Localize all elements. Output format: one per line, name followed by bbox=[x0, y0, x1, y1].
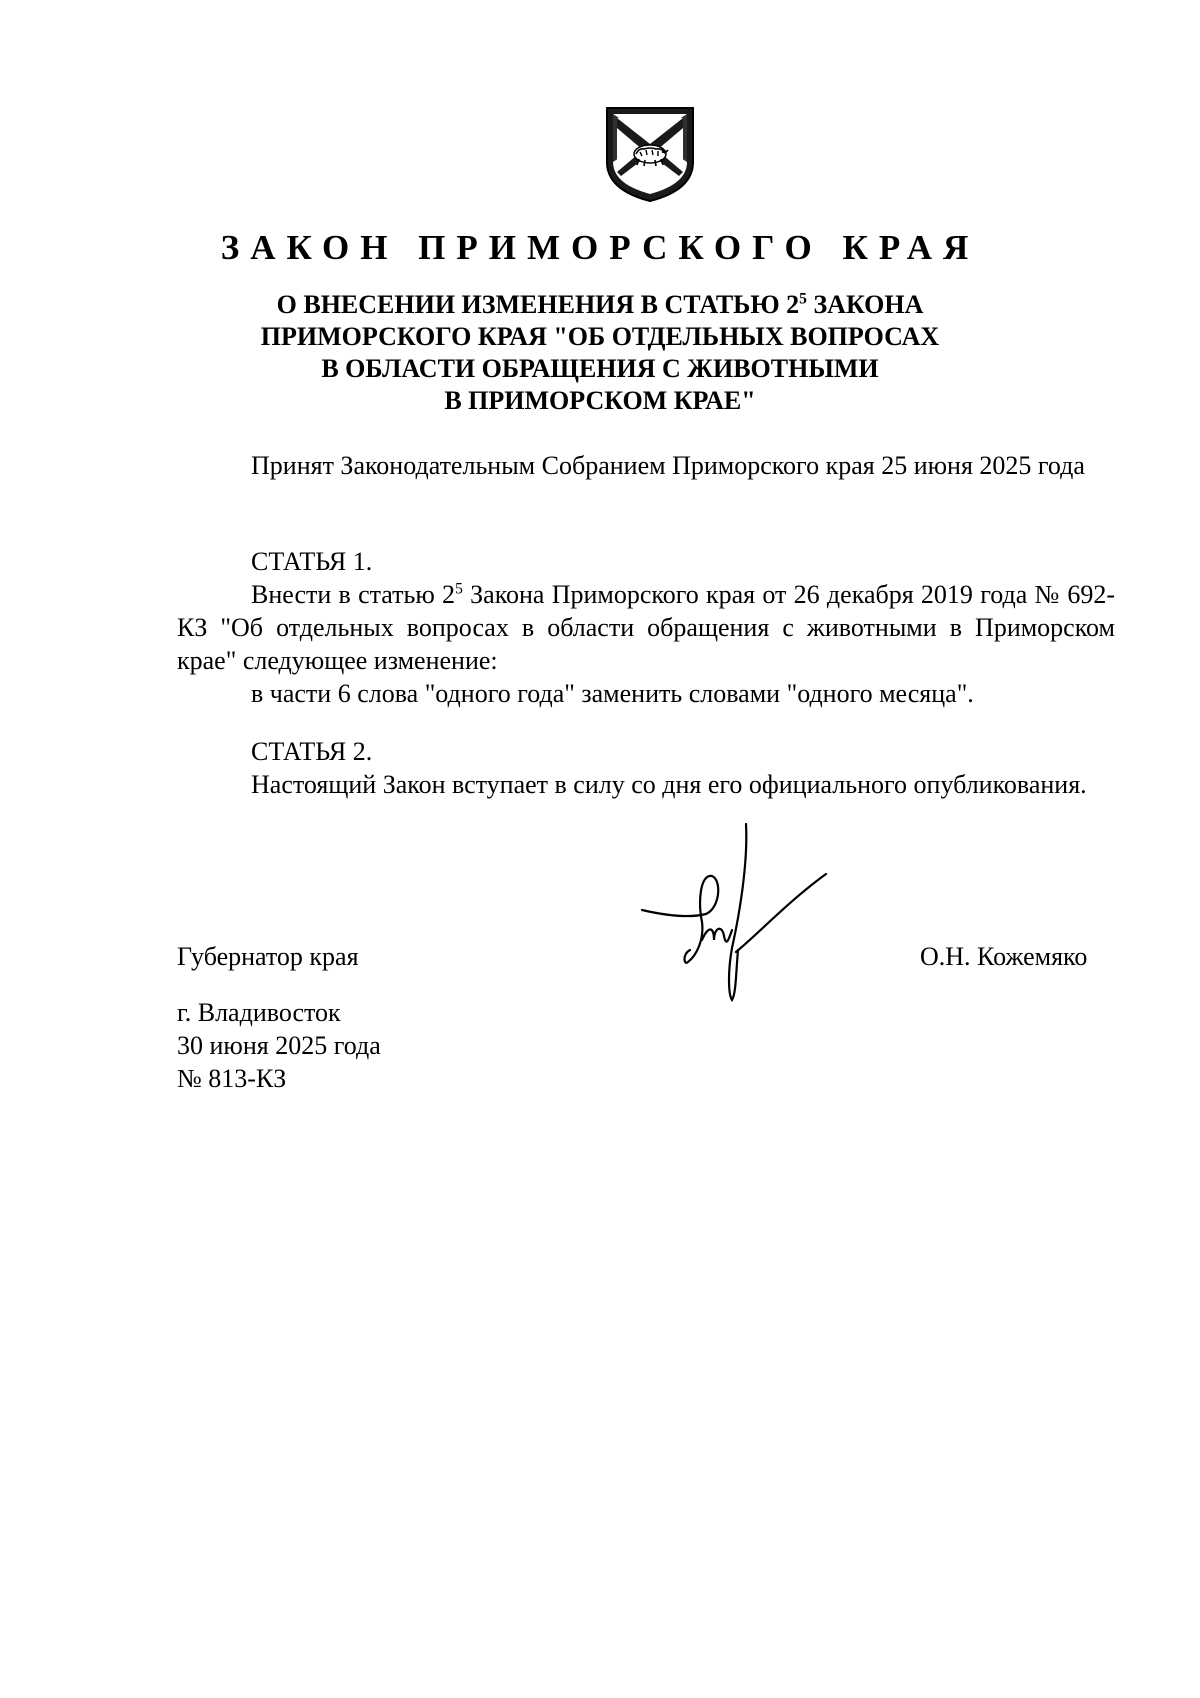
article-1-text-before: Внести в статью 2 bbox=[251, 580, 456, 609]
footer-date: 30 июня 2025 года bbox=[177, 1031, 381, 1060]
footer-city: г. Владивосток bbox=[177, 998, 341, 1027]
adoption-block bbox=[177, 449, 1115, 482]
subtitle-line-1-after: ЗАКОНА bbox=[806, 290, 924, 319]
law-title: ЗАКОН ПРИМОРСКОГО КРАЯ bbox=[220, 228, 980, 267]
article-1 bbox=[177, 545, 1115, 710]
article-1-text bbox=[177, 578, 1115, 677]
document-footer bbox=[177, 996, 381, 1095]
article-1-text-after: Закона Приморского края от 26 декабря 2019 года № 692-КЗ "Об отдельных вопросах в области обращения с животными в Приморском крае" следующее изменение: bbox=[177, 580, 1115, 675]
article-2-heading: СТАТЬЯ 2. bbox=[251, 737, 373, 766]
signatory-position: Губернатор края bbox=[177, 942, 359, 971]
article-1-heading: СТАТЬЯ 1. bbox=[251, 547, 373, 576]
subtitle-line-1 bbox=[0, 289, 1200, 321]
adoption-text: Принят Законодательным Собранием Приморского края 25 июня 2025 года bbox=[251, 451, 1085, 480]
subtitle-line-1-before: О ВНЕСЕНИИ ИЗМЕНЕНИЯ В СТАТЬЮ 2 bbox=[276, 290, 800, 319]
law-subtitle bbox=[0, 289, 1200, 417]
article-2-text: Настоящий Закон вступает в силу со дня его официального опубликования. bbox=[251, 770, 1087, 799]
article-2 bbox=[177, 735, 1115, 801]
article-1-superscript: 5 bbox=[455, 580, 463, 598]
subtitle-superscript: 5 bbox=[799, 290, 807, 308]
coat-of-arms-icon bbox=[603, 104, 697, 204]
governor-signature bbox=[640, 822, 830, 1004]
subtitle-line-2: ПРИМОРСКОГО КРАЯ "ОБ ОТДЕЛЬНЫХ ВОПРОСАХ bbox=[260, 322, 940, 351]
signatory-name: О.Н. Кожемяко bbox=[920, 942, 1088, 971]
footer-number: № 813-КЗ bbox=[177, 1064, 287, 1093]
article-1-change: в части 6 слова "одного года" заменить словами "одного месяца". bbox=[251, 679, 974, 708]
subtitle-line-4: В ПРИМОРСКОМ КРАЕ" bbox=[444, 386, 756, 415]
subtitle-line-3: В ОБЛАСТИ ОБРАЩЕНИЯ С ЖИВОТНЫМИ bbox=[321, 354, 879, 383]
